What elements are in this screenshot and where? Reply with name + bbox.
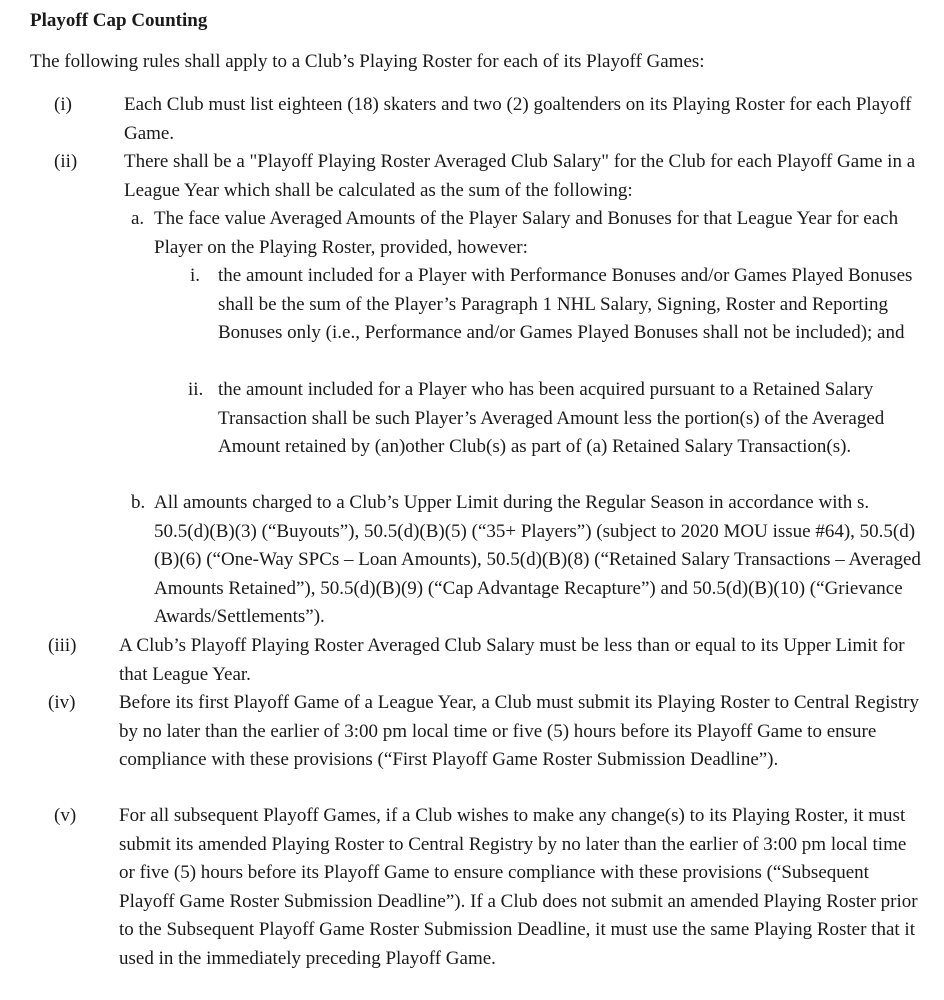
sub-sub-item-number: ii.	[188, 379, 204, 400]
list-item-number: (v)	[54, 805, 77, 826]
sub-sub-item-number: i.	[190, 265, 201, 286]
list-item-number: (ii)	[54, 151, 78, 172]
sub-item-text: The face value Averaged Amounts of the Player Salary and Bonuses for that League Year for each Player on the Playing Roster, provided, however:	[154, 208, 899, 258]
list-item-text: A Club’s Playoff Playing Roster Averaged Club Salary must be less than or equal to its Upper Limit for that League Year.	[119, 635, 905, 685]
list-item-text: Each Club must list eighteen (18) skaters and two (2) goaltenders on its Playing Roster for each Playoff Game.	[124, 94, 912, 144]
section-heading: Playoff Cap Counting	[30, 10, 208, 31]
sub-sub-item-text: the amount included for a Player with Performance Bonuses and/or Games Played Bonuses shall be the sum of the Player’s Paragraph 1 NHL Salary, Signing, Roster and Reporting Bonuses only (i.e., Performance and/or Games Played Bonuses shall not be included); and	[218, 265, 913, 343]
list-item-text: There shall be a "Playoff Playing Roster Averaged Club Salary" for the Club for each Playoff Game in a League Year which shall be calculated as the sum of the following:	[124, 151, 916, 201]
list-item-text: Before its first Playoff Game of a League Year, a Club must submit its Playing Roster to Central Registry by no later than the earlier of 3:00 pm local time or five (5) hours before its Playoff Game to ensure compliance with these provisions (“First Playoff Game Roster Submission Deadline”).	[119, 692, 919, 770]
intro-paragraph: The following rules shall apply to a Club’s Playing Roster for each of its Playoff Games:	[30, 51, 705, 72]
list-item-number: (iii)	[48, 635, 77, 656]
list-item-number: (iv)	[48, 692, 76, 713]
list-item-number: (i)	[54, 94, 72, 115]
sub-item-text: All amounts charged to a Club’s Upper Limit during the Regular Season in accordance with s. 50.5(d)(B)(3) (“Buyouts”), 50.5(d)(B)(5) (“35+ Players”) (subject to 2020 MOU issue #64), 50.5(d)(B)(6) (“One-Way SPCs – Loan Amounts), 50.5(d)(B)(8) (“Retained Salary Transactions – Averaged Amounts Retained”), 50.5(d)(B)(9) (“Cap Advantage Recapture”) and 50.5(d)(B)(10) (“Grievance Awards/Settlements”).	[154, 492, 921, 627]
sub-item-number: b.	[131, 492, 146, 513]
list-item-text: For all subsequent Playoff Games, if a Club wishes to make any change(s) to its Playing Roster, it must submit its amended Playing Roster to Central Registry by no later than the earlier of 3:00 pm local time or five (5) hours before its Playoff Game to ensure compliance with these provisions (“Subsequent Playoff Game Roster Submission Deadline”). If a Club does not submit an amended Playing Roster prior to the Subsequent Playoff Game Roster Submission Deadline, it must use the same Playing Roster that it used in the immediately preceding Playoff Game.	[119, 805, 918, 969]
sub-item-number: a.	[131, 208, 145, 229]
sub-sub-item-text: the amount included for a Player who has been acquired pursuant to a Retained Salary Transaction shall be such Player’s Averaged Amount less the portion(s) of the Averaged Amount retained by (an)other Club(s) as part of (a) Retained Salary Transaction(s).	[218, 379, 885, 457]
